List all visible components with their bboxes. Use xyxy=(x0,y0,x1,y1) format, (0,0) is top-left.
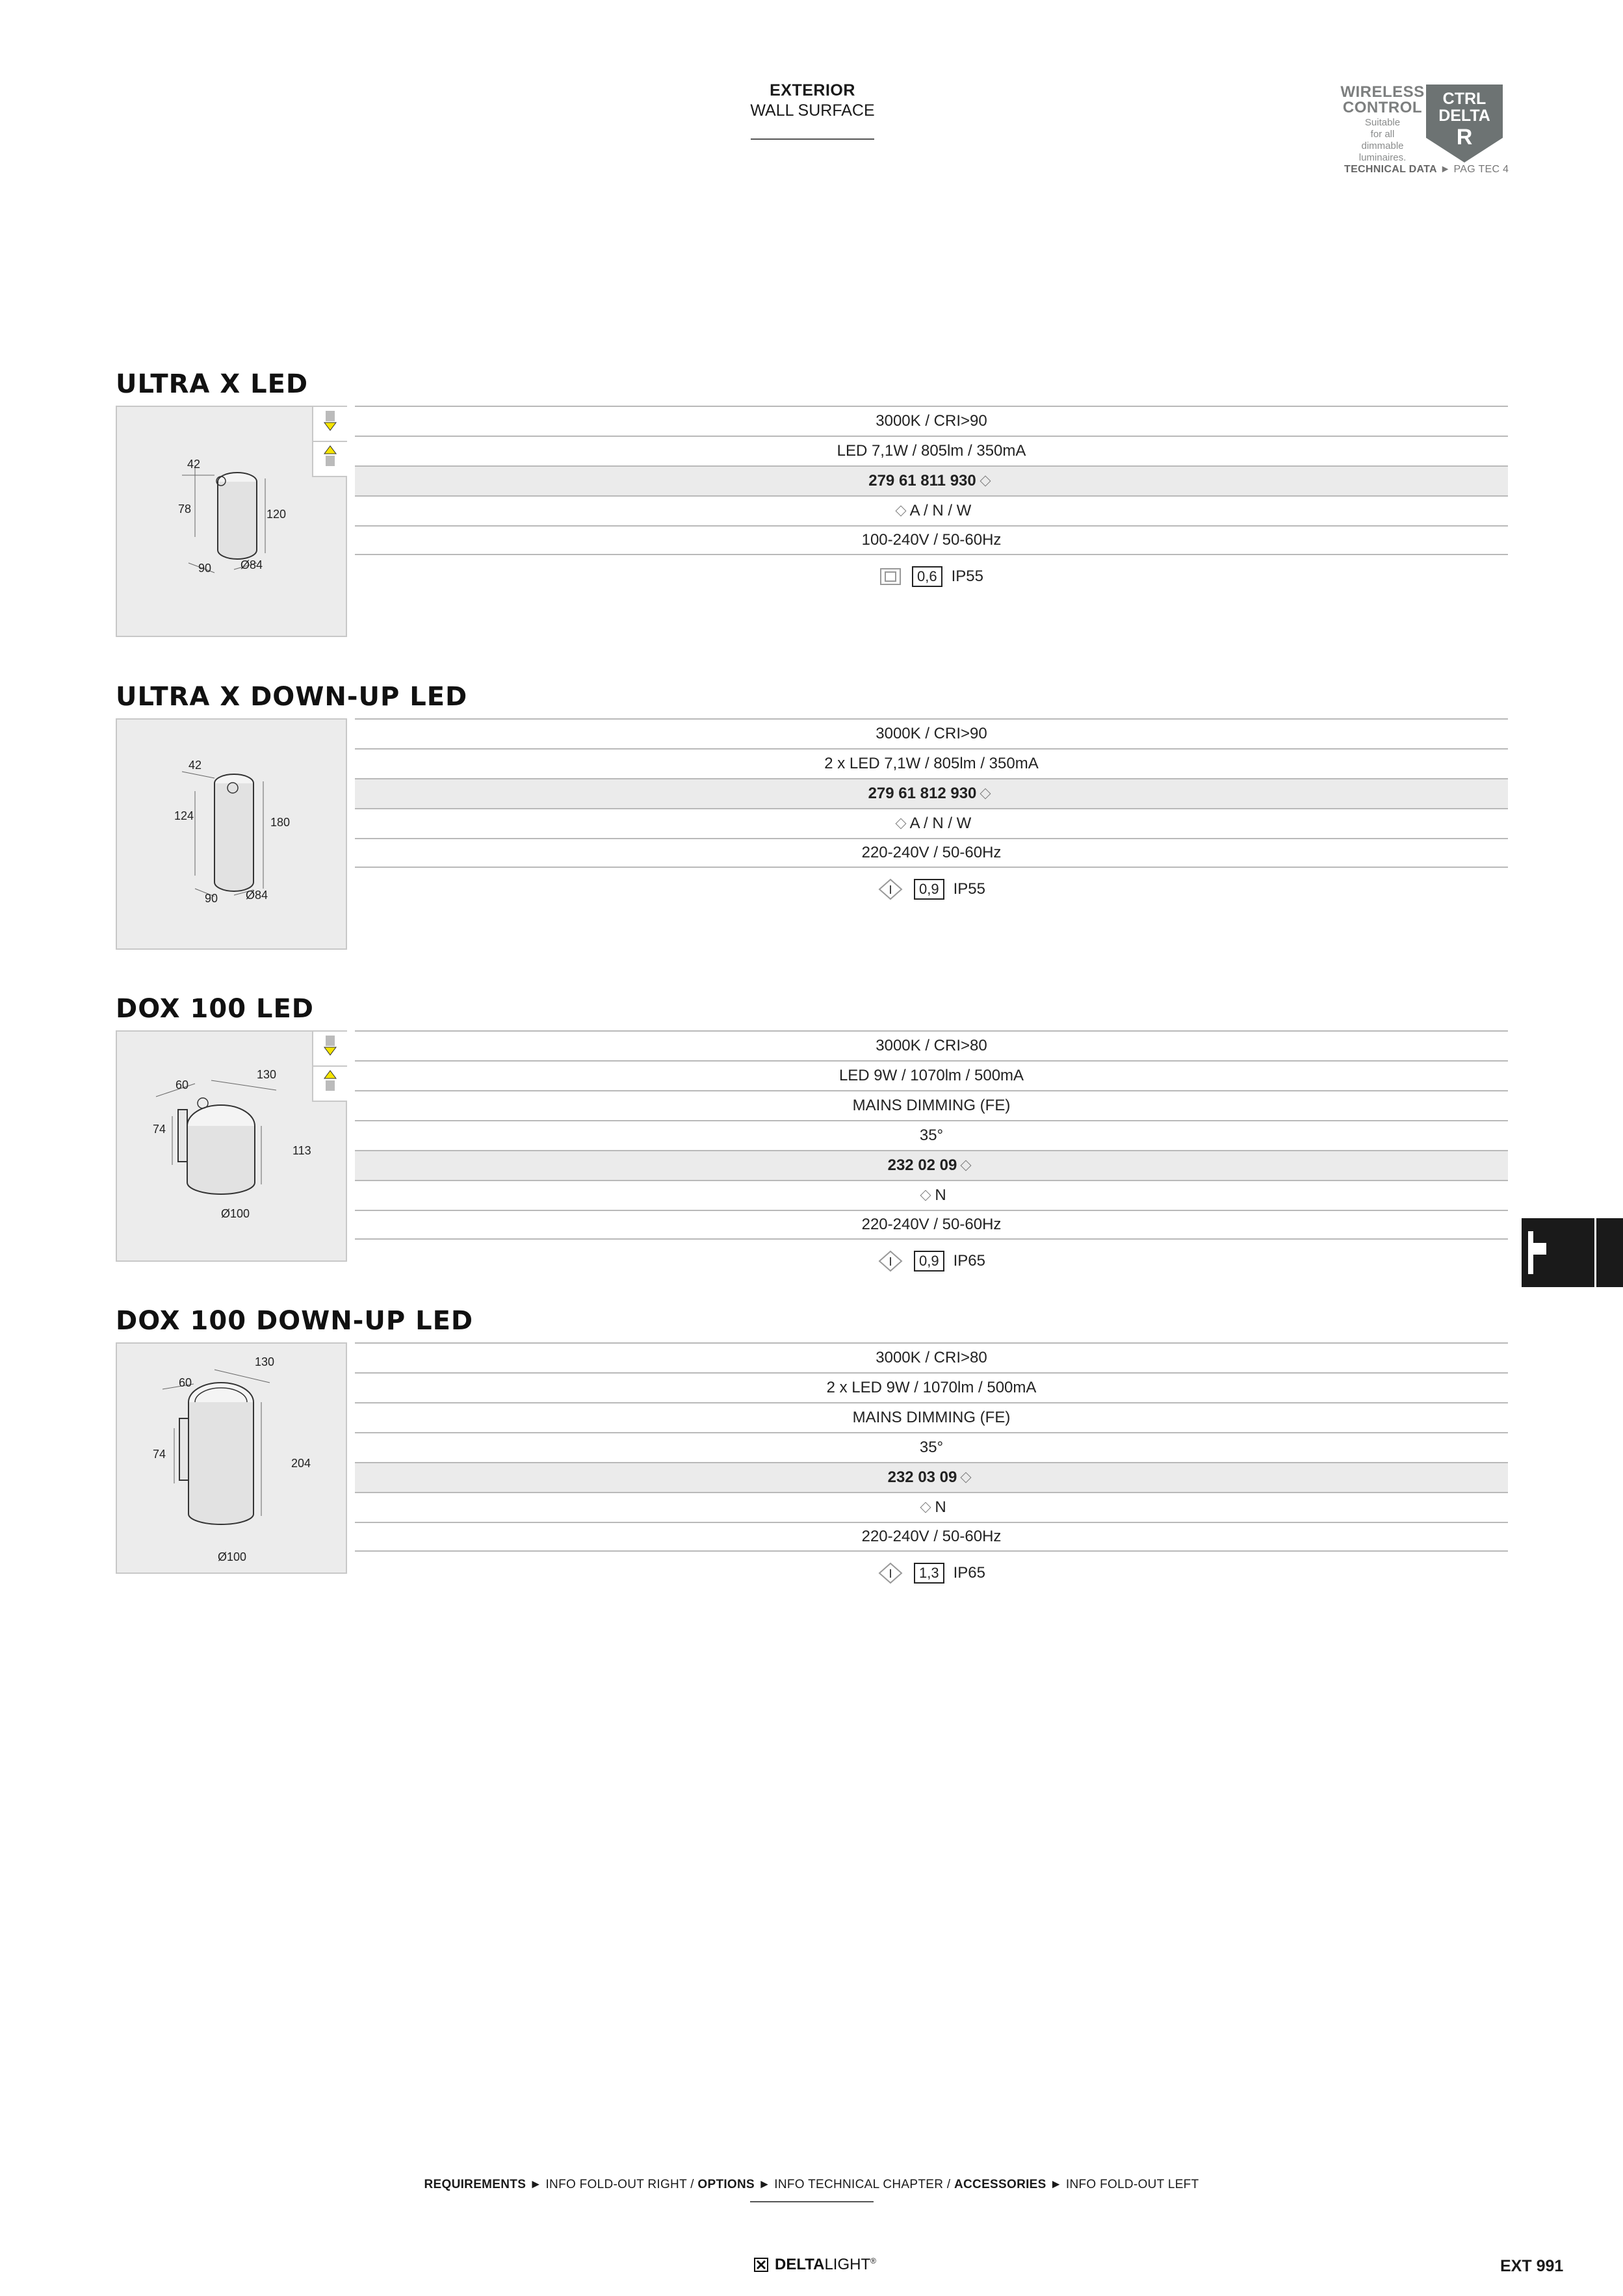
brand-mark: ® xyxy=(870,2256,876,2265)
weight-kg: 0,9 xyxy=(914,1251,944,1272)
voltage-row: 100-240V / 50-60Hz xyxy=(355,525,1508,555)
diamond-icon xyxy=(961,1472,972,1483)
class-weight-ip-row xyxy=(355,868,1508,911)
spec-table xyxy=(355,718,1508,911)
voltage-row: 220-240V / 50-60Hz xyxy=(355,1210,1508,1240)
diamond-icon xyxy=(920,1190,931,1201)
technical-data-ref[interactable] xyxy=(1344,164,1509,176)
spec-row: 2 x LED 9W / 1070lm / 500mA xyxy=(355,1372,1508,1402)
diamond-icon xyxy=(895,818,906,829)
wireless-line1: WIRELESS xyxy=(1340,83,1425,101)
tech-label: TECHNICAL DATA xyxy=(1344,164,1437,175)
class-ii-icon xyxy=(879,567,902,586)
product-title: ULTRA X DOWN-UP LED xyxy=(116,682,468,712)
ctrl-delta-shield-icon xyxy=(1426,85,1503,163)
product-title: ULTRA X LED xyxy=(116,369,309,399)
dim-label: 78 xyxy=(178,502,192,515)
badge-line2: DELTA xyxy=(1438,107,1490,125)
article-code-row xyxy=(355,465,1508,495)
dim-label: Ø84 xyxy=(246,889,268,902)
brand-logo xyxy=(754,2256,876,2274)
ip-rating: IP55 xyxy=(951,567,983,585)
dim-label: 130 xyxy=(257,1068,277,1081)
article-code: 279 61 812 930 xyxy=(868,785,977,802)
finish-row xyxy=(355,1180,1508,1210)
product-dox-100-down-up-led xyxy=(116,1305,1508,1591)
brand-name-bold: DELTA xyxy=(775,2256,825,2273)
ip-rating: IP55 xyxy=(953,880,985,898)
diamond-icon xyxy=(980,789,991,800)
wireless-note2: for all xyxy=(1370,129,1395,140)
article-code-row xyxy=(355,1150,1508,1180)
class-weight-ip-row xyxy=(355,1240,1508,1283)
article-code-row xyxy=(355,778,1508,808)
article-code-row xyxy=(355,1462,1508,1492)
spec-row: 3000K / CRI>90 xyxy=(355,718,1508,748)
dim-label: 74 xyxy=(153,1123,166,1136)
dim-label: 74 xyxy=(153,1448,166,1461)
downlight-mode xyxy=(312,407,347,442)
wireless-note1: Suitable xyxy=(1364,117,1401,128)
arrow-icon: ► xyxy=(758,2178,771,2191)
ip-rating: IP65 xyxy=(953,1564,985,1582)
product-dox-100-led xyxy=(116,993,1508,1279)
page-header xyxy=(715,81,910,140)
class-i-icon xyxy=(877,1250,903,1272)
class-weight-ip-row xyxy=(355,1552,1508,1595)
finish-row xyxy=(355,495,1508,525)
class-i-label: I xyxy=(889,1255,892,1268)
spec-row: MAINS DIMMING (FE) xyxy=(355,1090,1508,1120)
product-ultra-x-down-up-led xyxy=(116,681,1508,967)
dim-label: 90 xyxy=(198,562,212,575)
diamond-icon xyxy=(920,1502,931,1513)
product-drawing xyxy=(116,1030,347,1262)
dim-label: 60 xyxy=(179,1376,192,1389)
spec-row: 35° xyxy=(355,1432,1508,1462)
class-i-icon xyxy=(877,1562,903,1584)
wireless-control-badge xyxy=(1340,85,1509,182)
exterior-wall-icon xyxy=(1522,1218,1623,1287)
class-i-label: I xyxy=(889,883,892,896)
spec-row: 3000K / CRI>90 xyxy=(355,406,1508,436)
footer-links xyxy=(0,2178,1623,2202)
luminaire-drawing-icon xyxy=(117,1344,346,1572)
product-drawing xyxy=(116,1342,347,1574)
finish-row xyxy=(355,808,1508,838)
dim-label: 124 xyxy=(174,809,194,822)
spec-row: 3000K / CRI>80 xyxy=(355,1030,1508,1060)
header-divider xyxy=(751,138,874,140)
product-drawing xyxy=(116,718,347,950)
diamond-icon xyxy=(980,476,991,487)
badge-line1: CTRL xyxy=(1442,90,1487,108)
ip-rating: IP65 xyxy=(953,1252,985,1270)
options-ref: INFO TECHNICAL CHAPTER / xyxy=(774,2178,951,2191)
dim-label: 90 xyxy=(205,892,218,905)
brand-name-light: LIGHT xyxy=(824,2256,871,2273)
wireless-note4: luminaires. xyxy=(1358,152,1407,163)
accessories-link[interactable]: ACCESSORIES xyxy=(954,2178,1046,2191)
finish-options: N xyxy=(935,1186,946,1204)
dim-label: 42 xyxy=(187,458,201,471)
dim-label: 180 xyxy=(270,816,291,829)
voltage-row: 220-240V / 50-60Hz xyxy=(355,1522,1508,1552)
downlight-mode xyxy=(312,1032,347,1067)
dim-label: 130 xyxy=(255,1355,275,1368)
product-title: DOX 100 LED xyxy=(116,994,314,1024)
tech-ref: PAG TEC 4 xyxy=(1453,164,1509,175)
dim-label: 113 xyxy=(292,1144,311,1157)
dim-label: Ø100 xyxy=(218,1550,247,1563)
weight-kg: 0,6 xyxy=(912,566,942,587)
accessories-ref: INFO FOLD-OUT LEFT xyxy=(1065,2178,1199,2191)
finish-options: A / N / W xyxy=(909,502,972,519)
spec-row: 35° xyxy=(355,1120,1508,1150)
weight-kg: 1,3 xyxy=(914,1563,944,1584)
product-drawing xyxy=(116,406,347,637)
luminaire-drawing-icon xyxy=(117,720,346,948)
spec-row: 2 x LED 7,1W / 805lm / 350mA xyxy=(355,748,1508,778)
chapter-tab[interactable] xyxy=(1522,1218,1623,1287)
class-i-label: I xyxy=(889,1567,892,1580)
uplight-mode xyxy=(312,1067,347,1102)
article-code: 279 61 811 930 xyxy=(868,472,976,489)
product-title: DOX 100 DOWN-UP LED xyxy=(116,1306,474,1336)
dim-label: Ø84 xyxy=(240,558,263,571)
article-code: 232 03 09 xyxy=(887,1468,957,1486)
dim-label: 120 xyxy=(266,508,287,521)
down-arrow-icon xyxy=(313,1032,347,1065)
spec-row: LED 9W / 1070lm / 500mA xyxy=(355,1060,1508,1090)
arrow-icon: ► xyxy=(1050,2178,1063,2191)
up-arrow-icon xyxy=(313,1067,347,1101)
wireless-line2: CONTROL xyxy=(1342,99,1423,116)
voltage-row: 220-240V / 50-60Hz xyxy=(355,838,1508,868)
requirements-ref: INFO FOLD-OUT RIGHT / xyxy=(545,2178,694,2191)
dim-label: 60 xyxy=(175,1078,189,1091)
uplight-mode xyxy=(312,442,347,477)
section-title: EXTERIOR xyxy=(770,81,855,99)
options-link[interactable]: OPTIONS xyxy=(697,2178,755,2191)
spec-table xyxy=(355,1342,1508,1595)
footer-divider xyxy=(750,2201,874,2202)
arrow-icon: ► xyxy=(1440,164,1451,175)
spec-table xyxy=(355,406,1508,598)
finish-row xyxy=(355,1492,1508,1522)
diamond-icon xyxy=(895,506,906,517)
dim-label: 42 xyxy=(188,759,202,772)
up-arrow-icon xyxy=(313,442,347,476)
finish-options: A / N / W xyxy=(909,815,972,832)
spec-row: LED 7,1W / 805lm / 350mA xyxy=(355,436,1508,465)
product-ultra-x-led xyxy=(116,369,1508,655)
dim-label: Ø100 xyxy=(221,1207,250,1220)
article-code: 232 02 09 xyxy=(887,1156,957,1174)
badge-line3: R xyxy=(1456,125,1473,150)
deltalight-logo-icon xyxy=(754,2258,768,2272)
wireless-note3: dimmable xyxy=(1361,140,1404,151)
class-i-icon xyxy=(877,878,903,900)
dim-label: 204 xyxy=(291,1457,311,1470)
class-weight-ip-row xyxy=(355,555,1508,598)
page-number: EXT 991 xyxy=(1500,2257,1564,2275)
spec-row: 3000K / CRI>80 xyxy=(355,1342,1508,1372)
down-arrow-icon xyxy=(313,407,347,441)
finish-options: N xyxy=(935,1498,946,1516)
spec-table xyxy=(355,1030,1508,1283)
weight-kg: 0,9 xyxy=(914,879,944,900)
diamond-icon xyxy=(961,1160,972,1171)
subsection-title: WALL SURFACE xyxy=(750,101,875,120)
arrow-icon: ► xyxy=(529,2178,542,2191)
requirements-link[interactable]: REQUIREMENTS xyxy=(424,2178,526,2191)
spec-row: MAINS DIMMING (FE) xyxy=(355,1402,1508,1432)
